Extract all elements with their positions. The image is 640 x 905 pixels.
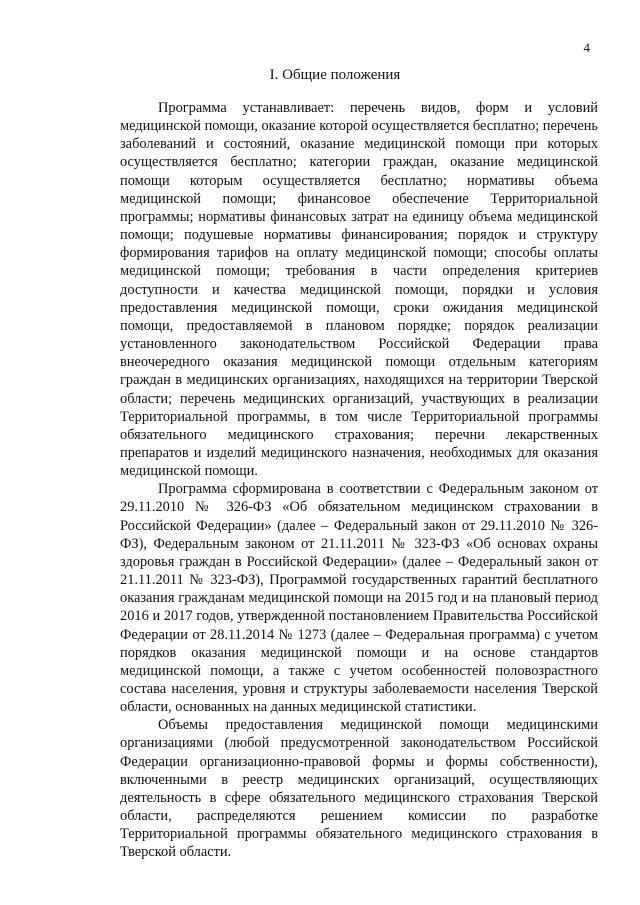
- section-title: I. Общие положения: [269, 67, 401, 83]
- paragraph-legal-basis: Программа сформирована в соответствии с Федеральным законом от 29.11.2010 № 326-ФЗ «Об обязательном медицинском страховании в Российской Федерации» (далее – Федеральный закон от 29.11.2010 № 326-ФЗ), Федеральным законом от 21.11.2011 № 323-ФЗ «Об основах охраны здоровья граждан в Российской Федерации» (далее – Федеральный закон от 21.11.2011 № 323-ФЗ), Программой государственных гарантий бесплатного оказания гражданам медицинской помощи на 2015 год и на плановый период 2016 и 2017 годов, утвержденной постановлением Правительства Российской Федерации от 28.11.2014 № 1273 (далее – Федеральная программа) с учетом порядков оказания медицинской помощи и на основе стандартов медицинской помощи, а также с учетом особенностей половозрастного состава населения, уровня и структуры заболеваемости населения Тверской области, основанных на данных медицинской статистики.: [120, 481, 598, 716]
- paragraph-volumes-distribution: Объемы предоставления медицинской помощи медицинскими организациями (любой предусмотренной законодательством Российской Федерации организационно-правовой формы и формы собственности), включенными в реестр медицинских организаций, осуществляющих деятельность в сфере обязательного медицинского страхования Тверской области, распределяются решением комиссии по разработке Территориальной программы обязательного медицинского страхования в Тверской области.: [120, 717, 598, 861]
- page-number: 4: [583, 40, 590, 55]
- document-body: [120, 99, 598, 862]
- paragraph-program-scope: Программа устанавливает: перечень видов, форм и условий медицинской помощи, оказание которой осуществляется бесплатно; перечень заболеваний и состояний, оказание медицинской помощи при которых осуществляется бесплатно; категории граждан, оказание медицинской помощи которым осуществляется бесплатно; нормативы объема медицинской помощи; финансовое обеспечение Территориальной программы; нормативы финансовых затрат на единицу объема медицинской помощи; подушевые нормативы финансирования; порядок и структуру формирования тарифов на оплату медицинской помощи; способы оплаты медицинской помощи; требования в части определения критериев доступности и качества медицинской помощи, порядки и условия предоставления медицинской помощи, сроки ожидания медицинской помощи, предоставляемой в плановом порядке; порядок реализации установленного законодательством Российской Федерации права внеочередного оказания медицинской помощи отдельным категориям граждан в медицинских организациях, находящихся на территории Тверской области; перечень медицинских организаций, участвующих в реализации Территориальной программы, в том числе Территориальной программы обязательного медицинского страхования; перечни лекарственных препаратов и изделий медицинского назначения, необходимых для оказания медицинской помощи.: [120, 100, 598, 480]
